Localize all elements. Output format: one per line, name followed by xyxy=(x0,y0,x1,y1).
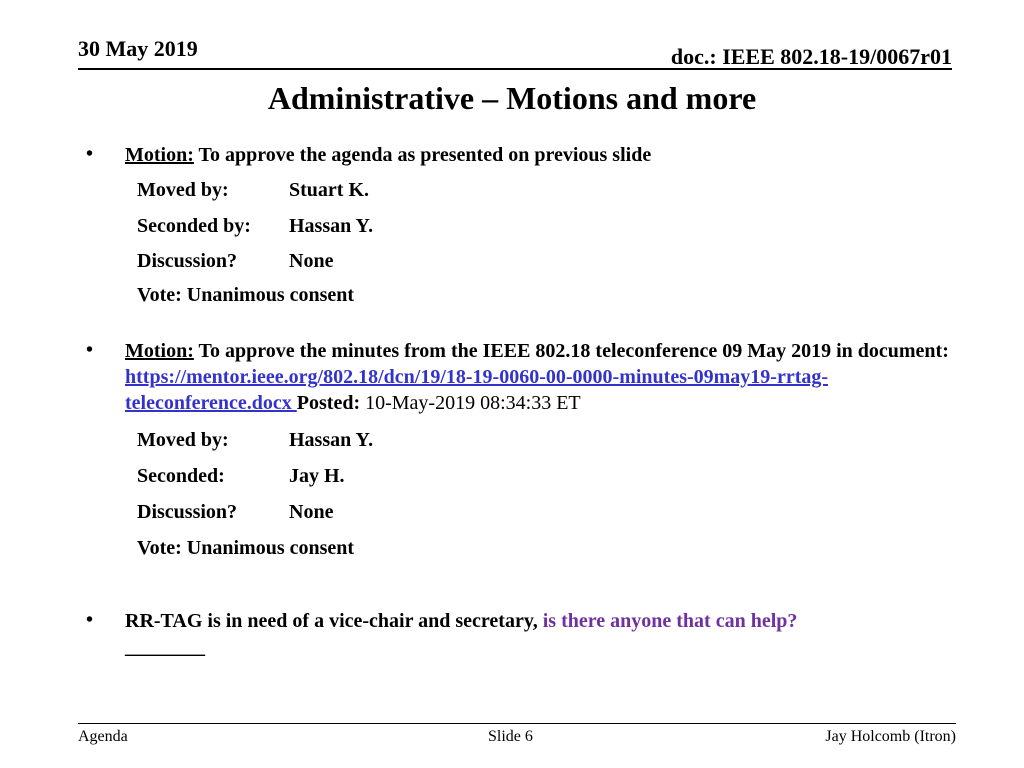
posted-label: Posted: xyxy=(296,392,361,414)
bullet-marker: • xyxy=(86,609,94,631)
discussion-value: None xyxy=(289,250,334,272)
seconded-by-label: Seconded by: xyxy=(137,215,251,237)
seconded-label: Seconded: xyxy=(137,465,225,487)
moved-by-value: Stuart K. xyxy=(289,179,369,201)
header-divider xyxy=(78,68,952,70)
motion1-discussion-row xyxy=(137,250,333,273)
header-doc-id: doc.: IEEE 802.18-19/0067r01 xyxy=(670,44,952,69)
blank-line: ________ xyxy=(125,636,205,658)
seconded-by-value: Hassan Y. xyxy=(289,215,374,237)
moved-by-label: Moved by: xyxy=(137,429,229,451)
discussion-label: Discussion? xyxy=(137,501,238,523)
motion2-seconded-row xyxy=(137,465,345,488)
footer-author: Jay Holcomb (Itron) xyxy=(825,728,956,745)
bullet-marker: • xyxy=(86,143,94,165)
motion1-vote: Vote: Unanimous consent xyxy=(137,284,355,306)
minutes-document-link[interactable]: https://mentor.ieee.org/802.18/dcn/19/18-19-0060-00-0000-minutes-09may19-rrtag-teleconference.docx xyxy=(125,366,829,414)
vice-chair-request-text xyxy=(125,608,985,660)
motion1-seconded-row xyxy=(137,215,373,238)
motion1-text xyxy=(125,142,985,168)
moved-by-label: Moved by: xyxy=(137,179,229,201)
motion1-description: To approve the agenda as presented on previous slide xyxy=(193,144,652,166)
motion2-description: To approve the minutes from the IEEE 802.18 teleconference 09 May 2019 in document: xyxy=(193,340,949,362)
footer-slide-number: Slide 6 xyxy=(488,728,533,745)
discussion-value: None xyxy=(289,501,334,523)
header-date: 30 May 2019 xyxy=(78,36,198,61)
posted-value: 10-May-2019 08:34:33 ET xyxy=(360,392,581,414)
motion2-moved-row xyxy=(137,429,373,452)
footer-left: Agenda xyxy=(78,728,128,745)
slide-title: Administrative – Motions and more xyxy=(267,80,757,116)
footer-divider xyxy=(78,723,956,724)
motion2-discussion-row xyxy=(137,501,333,524)
help-request-highlight: is there anyone that can help? xyxy=(542,610,798,632)
motion2-vote: Vote: Unanimous consent xyxy=(137,537,355,559)
vice-chair-request: RR-TAG is in need of a vice-chair and secretary, xyxy=(125,610,543,632)
motion2-label: Motion: xyxy=(125,340,194,362)
seconded-value: Jay H. xyxy=(289,465,345,487)
bullet-marker: • xyxy=(86,339,94,361)
moved-by-value: Hassan Y. xyxy=(289,429,374,451)
motion1-label: Motion: xyxy=(125,144,194,166)
motion1-moved-row xyxy=(137,179,369,202)
motion2-text xyxy=(125,338,985,416)
discussion-label: Discussion? xyxy=(137,250,238,272)
